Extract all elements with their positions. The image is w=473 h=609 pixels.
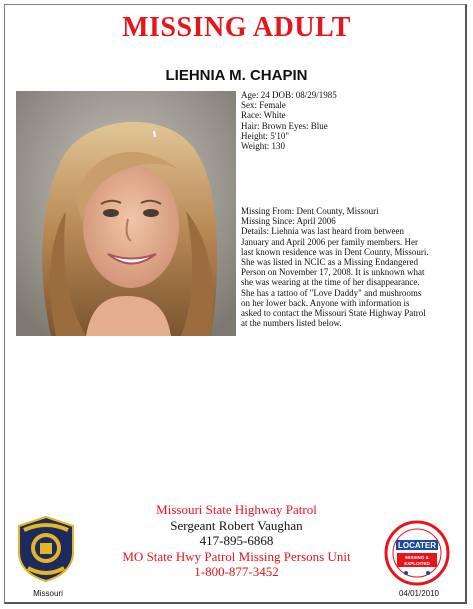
locater-exploited: EXPLOITED (404, 561, 430, 566)
details-line: She has a tattoo of "Love Daddy" and mushrooms (241, 287, 422, 298)
person-name: LIEHNIA M. CHAPIN (165, 67, 308, 84)
case-details (241, 206, 458, 328)
details-line: She was listed in NCIC as a Missing Endangered (241, 257, 418, 268)
weight: Weight: 130 (241, 141, 286, 152)
missing-from: Missing From: Dent County, Missouri (241, 206, 379, 216)
officer-name: Sergeant Robert Vaughan (170, 517, 303, 533)
highway-patrol-seal-icon (16, 516, 76, 582)
locater-missing: MISSING & (405, 555, 429, 560)
agency-name: Missouri State Highway Patrol (156, 502, 317, 517)
details-line: Details: Liehnia was last heard from between (241, 226, 404, 237)
details-line: last known residence was in Dent County, Missouri. (241, 246, 429, 257)
details-line: at the numbers listed below. (241, 318, 342, 329)
race: Race: White (241, 110, 286, 121)
poster-date: 04/01/2010 (398, 589, 440, 598)
seal-caption: Missouri (33, 589, 63, 598)
locater-logo-icon (384, 520, 450, 586)
hair-eyes: Hair: Brown Eyes: Blue (241, 120, 328, 131)
person-photo (16, 91, 236, 336)
details-line: she was wearing at the time of her disappearance. (241, 277, 420, 288)
details-line: Person on November 17, 2008. It is unknown what (241, 267, 425, 278)
physical-description (241, 90, 456, 151)
details-line: January and April 2006 per family members. Her (241, 236, 418, 247)
details-line: asked to contact the Missouri State Highway Patrol (241, 308, 426, 319)
height: Height: 5'10" (241, 130, 290, 141)
missing-since: Missing Since: April 2006 (241, 216, 336, 227)
sex: Sex: Female (241, 100, 286, 111)
locater-title: LOCATER (397, 541, 437, 550)
phone-primary[interactable]: 417-895-6868 (199, 533, 274, 548)
age-dob: Age: 24 DOB: 08/29/1985 (241, 90, 337, 100)
details-line: on her lower back. Anyone with information is (241, 297, 410, 308)
poster-title: MISSING ADULT (122, 12, 351, 43)
phone-tollfree[interactable]: 1-800-877-3452 (194, 564, 279, 579)
unit-name: MO State Hwy Patrol Missing Persons Unit (122, 548, 351, 564)
